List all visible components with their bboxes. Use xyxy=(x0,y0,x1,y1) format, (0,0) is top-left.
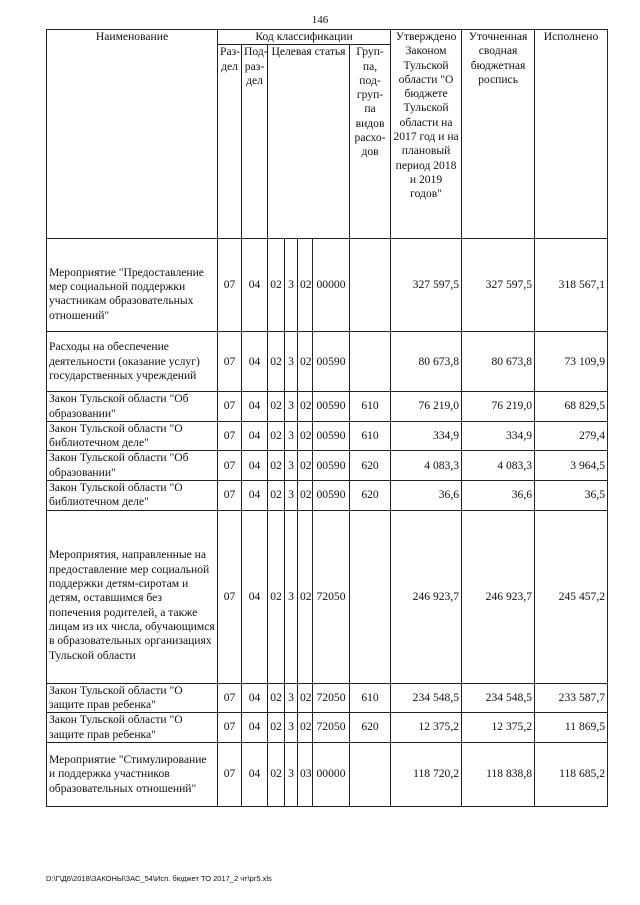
cell-refined: 76 219,0 xyxy=(462,392,535,422)
cell-t2: 3 xyxy=(285,451,298,481)
cell-podrazdel: 04 xyxy=(242,421,268,451)
header-podrazdel: Под-раз-дел xyxy=(242,45,268,239)
cell-t3: 02 xyxy=(298,713,313,743)
cell-t4: 72050 xyxy=(313,713,350,743)
cell-podrazdel: 04 xyxy=(242,742,268,806)
cell-executed: 11 869,5 xyxy=(535,713,608,743)
cell-name: Мероприятие "Предоставление мер социальной поддержки участникам образовательных отношений" xyxy=(47,239,218,332)
table-row xyxy=(47,332,608,392)
cell-razdel: 07 xyxy=(218,742,242,806)
cell-t1: 02 xyxy=(268,713,285,743)
cell-name: Закон Тульской области "О защите прав ребенка" xyxy=(47,683,218,713)
table-row xyxy=(47,451,608,481)
cell-name: Закон Тульской области "Об образовании" xyxy=(47,451,218,481)
cell-vr: 610 xyxy=(350,683,391,713)
cell-executed: 36,5 xyxy=(535,481,608,511)
cell-razdel: 07 xyxy=(218,510,242,683)
cell-vr xyxy=(350,239,391,332)
cell-refined: 118 838,8 xyxy=(462,742,535,806)
cell-t2: 3 xyxy=(285,510,298,683)
cell-t1: 02 xyxy=(268,332,285,392)
cell-approved: 4 083,3 xyxy=(391,451,462,481)
cell-t2: 3 xyxy=(285,392,298,422)
cell-executed: 318 567,1 xyxy=(535,239,608,332)
cell-executed: 3 964,5 xyxy=(535,451,608,481)
cell-approved: 12 375,2 xyxy=(391,713,462,743)
budget-table xyxy=(46,29,608,807)
cell-t2: 3 xyxy=(285,239,298,332)
cell-t1: 02 xyxy=(268,451,285,481)
cell-podrazdel: 04 xyxy=(242,510,268,683)
cell-name: Расходы на обеспечение деятельности (оказание услуг) государственных учреждений xyxy=(47,332,218,392)
cell-vr: 620 xyxy=(350,481,391,511)
table-row xyxy=(47,421,608,451)
table-row xyxy=(47,683,608,713)
cell-refined: 334,9 xyxy=(462,421,535,451)
cell-t2: 3 xyxy=(285,332,298,392)
cell-refined: 246 923,7 xyxy=(462,510,535,683)
cell-podrazdel: 04 xyxy=(242,683,268,713)
cell-t4: 00590 xyxy=(313,332,350,392)
cell-razdel: 07 xyxy=(218,683,242,713)
header-target: Целевая статья xyxy=(268,45,350,239)
table-body xyxy=(47,239,608,807)
header-refined: Уточненная сводная бюджетная роспись xyxy=(462,30,535,239)
cell-executed: 118 685,2 xyxy=(535,742,608,806)
cell-refined: 36,6 xyxy=(462,481,535,511)
table-row xyxy=(47,713,608,743)
cell-razdel: 07 xyxy=(218,392,242,422)
cell-t1: 02 xyxy=(268,421,285,451)
cell-refined: 12 375,2 xyxy=(462,713,535,743)
cell-podrazdel: 04 xyxy=(242,713,268,743)
cell-t1: 02 xyxy=(268,481,285,511)
cell-approved: 36,6 xyxy=(391,481,462,511)
cell-t4: 00590 xyxy=(313,481,350,511)
cell-t4: 00590 xyxy=(313,421,350,451)
cell-t2: 3 xyxy=(285,683,298,713)
cell-vr xyxy=(350,510,391,683)
header-name: Наименование xyxy=(47,30,218,239)
file-path-footer: D:\Г\Д6\2018\ЗАКОНЫ\ЗАС_54\Исп. бюджет ТО 2017_2 чт\pr5.xls xyxy=(46,874,272,883)
cell-vr: 620 xyxy=(350,451,391,481)
table-row xyxy=(47,481,608,511)
cell-podrazdel: 04 xyxy=(242,392,268,422)
cell-refined: 4 083,3 xyxy=(462,451,535,481)
cell-vr xyxy=(350,742,391,806)
cell-t3: 02 xyxy=(298,451,313,481)
cell-t1: 02 xyxy=(268,683,285,713)
cell-vr: 610 xyxy=(350,421,391,451)
cell-refined: 80 673,8 xyxy=(462,332,535,392)
cell-t1: 02 xyxy=(268,510,285,683)
header-group: Груп-па, под-груп-па видов расхо-дов xyxy=(350,45,391,239)
cell-t4: 00000 xyxy=(313,742,350,806)
cell-t2: 3 xyxy=(285,481,298,511)
cell-podrazdel: 04 xyxy=(242,451,268,481)
header-approved: Утверждено Законом Тульской области "О бюджете Тульской области на 2017 год и на плановый период 2018 и 2019 годов" xyxy=(391,30,462,239)
cell-t3: 02 xyxy=(298,239,313,332)
cell-t1: 02 xyxy=(268,392,285,422)
cell-t3: 02 xyxy=(298,481,313,511)
header-executed: Исполнено xyxy=(535,30,608,239)
cell-name: Мероприятия, направленные на предоставление мер социальной поддержки детям-сиротам и детям, оставшимся без попечения родителей, а также лицам из их числа, обучающимся в образовательных организациях Тульской области xyxy=(47,510,218,683)
cell-razdel: 07 xyxy=(218,713,242,743)
cell-razdel: 07 xyxy=(218,481,242,511)
cell-approved: 234 548,5 xyxy=(391,683,462,713)
cell-t4: 00590 xyxy=(313,392,350,422)
cell-t2: 3 xyxy=(285,421,298,451)
cell-razdel: 07 xyxy=(218,332,242,392)
table-row xyxy=(47,239,608,332)
cell-podrazdel: 04 xyxy=(242,239,268,332)
cell-t2: 3 xyxy=(285,713,298,743)
cell-approved: 327 597,5 xyxy=(391,239,462,332)
cell-approved: 246 923,7 xyxy=(391,510,462,683)
cell-executed: 73 109,9 xyxy=(535,332,608,392)
cell-vr xyxy=(350,332,391,392)
cell-t4: 00000 xyxy=(313,239,350,332)
cell-razdel: 07 xyxy=(218,451,242,481)
cell-t4: 00590 xyxy=(313,451,350,481)
cell-name: Закон Тульской области "О библиотечном деле" xyxy=(47,481,218,511)
cell-name: Закон Тульской области "Об образовании" xyxy=(47,392,218,422)
cell-executed: 245 457,2 xyxy=(535,510,608,683)
cell-t3: 02 xyxy=(298,683,313,713)
table-row xyxy=(47,742,608,806)
header-razdel: Раз-дел xyxy=(218,45,242,239)
cell-t3: 02 xyxy=(298,392,313,422)
cell-executed: 233 587,7 xyxy=(535,683,608,713)
cell-executed: 279,4 xyxy=(535,421,608,451)
cell-razdel: 07 xyxy=(218,421,242,451)
cell-refined: 234 548,5 xyxy=(462,683,535,713)
cell-approved: 118 720,2 xyxy=(391,742,462,806)
table-row xyxy=(47,510,608,683)
cell-name: Закон Тульской области "О библиотечном деле" xyxy=(47,421,218,451)
cell-t4: 72050 xyxy=(313,683,350,713)
page-number: 146 xyxy=(311,14,329,26)
cell-refined: 327 597,5 xyxy=(462,239,535,332)
cell-t4: 72050 xyxy=(313,510,350,683)
cell-name: Закон Тульской области "О защите прав ребенка" xyxy=(47,713,218,743)
cell-approved: 334,9 xyxy=(391,421,462,451)
cell-t3: 03 xyxy=(298,742,313,806)
cell-razdel: 07 xyxy=(218,239,242,332)
cell-executed: 68 829,5 xyxy=(535,392,608,422)
cell-approved: 80 673,8 xyxy=(391,332,462,392)
cell-t1: 02 xyxy=(268,742,285,806)
table-row xyxy=(47,392,608,422)
header-code: Код классификации xyxy=(218,30,391,45)
cell-podrazdel: 04 xyxy=(242,481,268,511)
cell-t3: 02 xyxy=(298,510,313,683)
cell-t1: 02 xyxy=(268,239,285,332)
cell-podrazdel: 04 xyxy=(242,332,268,392)
cell-vr: 610 xyxy=(350,392,391,422)
cell-t2: 3 xyxy=(285,742,298,806)
cell-name: Мероприятие "Стимулирование и поддержка участников образовательных отношений" xyxy=(47,742,218,806)
cell-approved: 76 219,0 xyxy=(391,392,462,422)
cell-t3: 02 xyxy=(298,421,313,451)
cell-vr: 620 xyxy=(350,713,391,743)
cell-t3: 02 xyxy=(298,332,313,392)
